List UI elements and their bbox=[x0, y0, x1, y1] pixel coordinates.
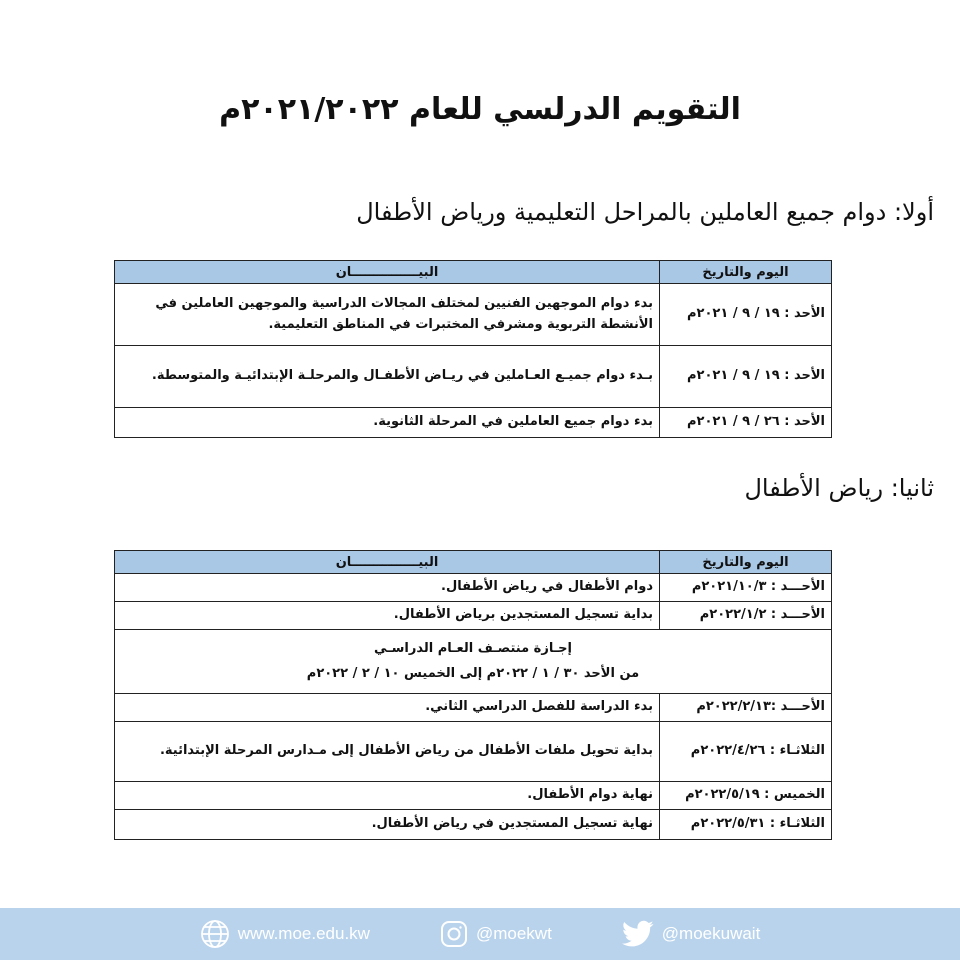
instagram-icon bbox=[440, 920, 468, 948]
column-header-description: البيـــــــــــــــان bbox=[115, 551, 660, 574]
row-date: الأحد : ٢٦ / ٩ / ٢٠٢١م bbox=[660, 408, 832, 438]
twitter-link[interactable] bbox=[622, 920, 761, 948]
table-row bbox=[115, 782, 832, 810]
page-title: التقويم الدرلسي للعام ٢٠٢١/٢٠٢٢م bbox=[219, 92, 741, 127]
row-date: الأحد : ١٩ / ٩ / ٢٠٢١م bbox=[660, 284, 832, 346]
row-date: الأحـــد : ٢٠٢١/١٠/٣م bbox=[660, 574, 832, 602]
table-header-row bbox=[115, 551, 832, 574]
column-header-date: اليوم والتاريخ bbox=[660, 261, 832, 284]
row-description: دوام الأطفال في رياض الأطفال. bbox=[115, 574, 660, 602]
table-row bbox=[115, 284, 832, 346]
row-date: الخميس : ٢٠٢٢/٥/١٩م bbox=[660, 782, 832, 810]
row-description: بدء الدراسة للفصل الدراسي الثاني. bbox=[115, 694, 660, 722]
row-description: نهاية تسجيل المستجدين في رياض الأطفال. bbox=[115, 810, 660, 840]
row-date: الأحـــد :٢٠٢٢/٢/١٣م bbox=[660, 694, 832, 722]
staff-schedule-table bbox=[114, 260, 832, 438]
twitter-handle: @moekuwait bbox=[661, 924, 761, 943]
break-title: إجـازة منتصـف العـام الدراسـي bbox=[374, 640, 572, 656]
row-description: بداية تسجيل المستجدين برياض الأطفال. bbox=[115, 602, 660, 630]
globe-icon bbox=[200, 919, 230, 949]
row-date: الثلاثـاء : ٢٠٢٢/٤/٢٦م bbox=[660, 722, 832, 782]
table-header-row bbox=[115, 261, 832, 284]
table-row bbox=[115, 722, 832, 782]
row-description: بدء دوام جميع العاملين في المرحلة الثانوية. bbox=[115, 408, 660, 438]
kindergarten-schedule-table bbox=[114, 550, 832, 840]
website-text: www.moe.edu.kw bbox=[237, 924, 370, 943]
table-row bbox=[115, 810, 832, 840]
row-date: الأحد : ١٩ / ٩ / ٢٠٢١م bbox=[660, 346, 832, 408]
instagram-handle: @moekwt bbox=[475, 924, 552, 943]
footer-bar bbox=[0, 908, 960, 960]
instagram-link[interactable] bbox=[440, 920, 552, 948]
section-heading-staff: أولا: دوام جميع العاملين بالمراحل التعليمية ورياض الأطفال bbox=[356, 198, 934, 226]
break-dates: من الأحد ٣٠ / ١ / ٢٠٢٢م إلى الخميس ١٠ / ٢ / ٢٠٢٢م bbox=[306, 665, 640, 681]
row-date: الثلاثـاء : ٢٠٢٢/٥/٣١م bbox=[660, 810, 832, 840]
row-description: بداية تحويل ملفات الأطفال من رياض الأطفال إلى مـدارس المرحلة الإبتدائية. bbox=[115, 722, 660, 782]
table-row bbox=[115, 694, 832, 722]
row-description: نهاية دوام الأطفال. bbox=[115, 782, 660, 810]
midyear-break-row bbox=[115, 630, 832, 694]
row-description: بـدء دوام جميـع العـاملين في ريـاض الأطفـال والمرحلـة الإبتدائيـة والمتوسطة. bbox=[115, 346, 660, 408]
twitter-bird-icon bbox=[622, 920, 654, 948]
column-header-date: اليوم والتاريخ bbox=[660, 551, 832, 574]
section-heading-kindergarten: ثانيا: رياض الأطفال bbox=[744, 474, 934, 502]
row-description: بدء دوام الموجهين الفنيين لمختلف المجالات الدراسية والموجهين العاملين في الأنشطة التربوية ومشرفي المختبرات في المناطق التعليمية. bbox=[115, 284, 660, 346]
table-row bbox=[115, 408, 832, 438]
table-row bbox=[115, 602, 832, 630]
table-row bbox=[115, 574, 832, 602]
website-link[interactable] bbox=[200, 919, 370, 949]
table-row bbox=[115, 346, 832, 408]
column-header-description: البيـــــــــــــــان bbox=[115, 261, 660, 284]
midyear-break-cell bbox=[115, 630, 832, 694]
row-date: الأحـــد : ٢٠٢٢/١/٢م bbox=[660, 602, 832, 630]
